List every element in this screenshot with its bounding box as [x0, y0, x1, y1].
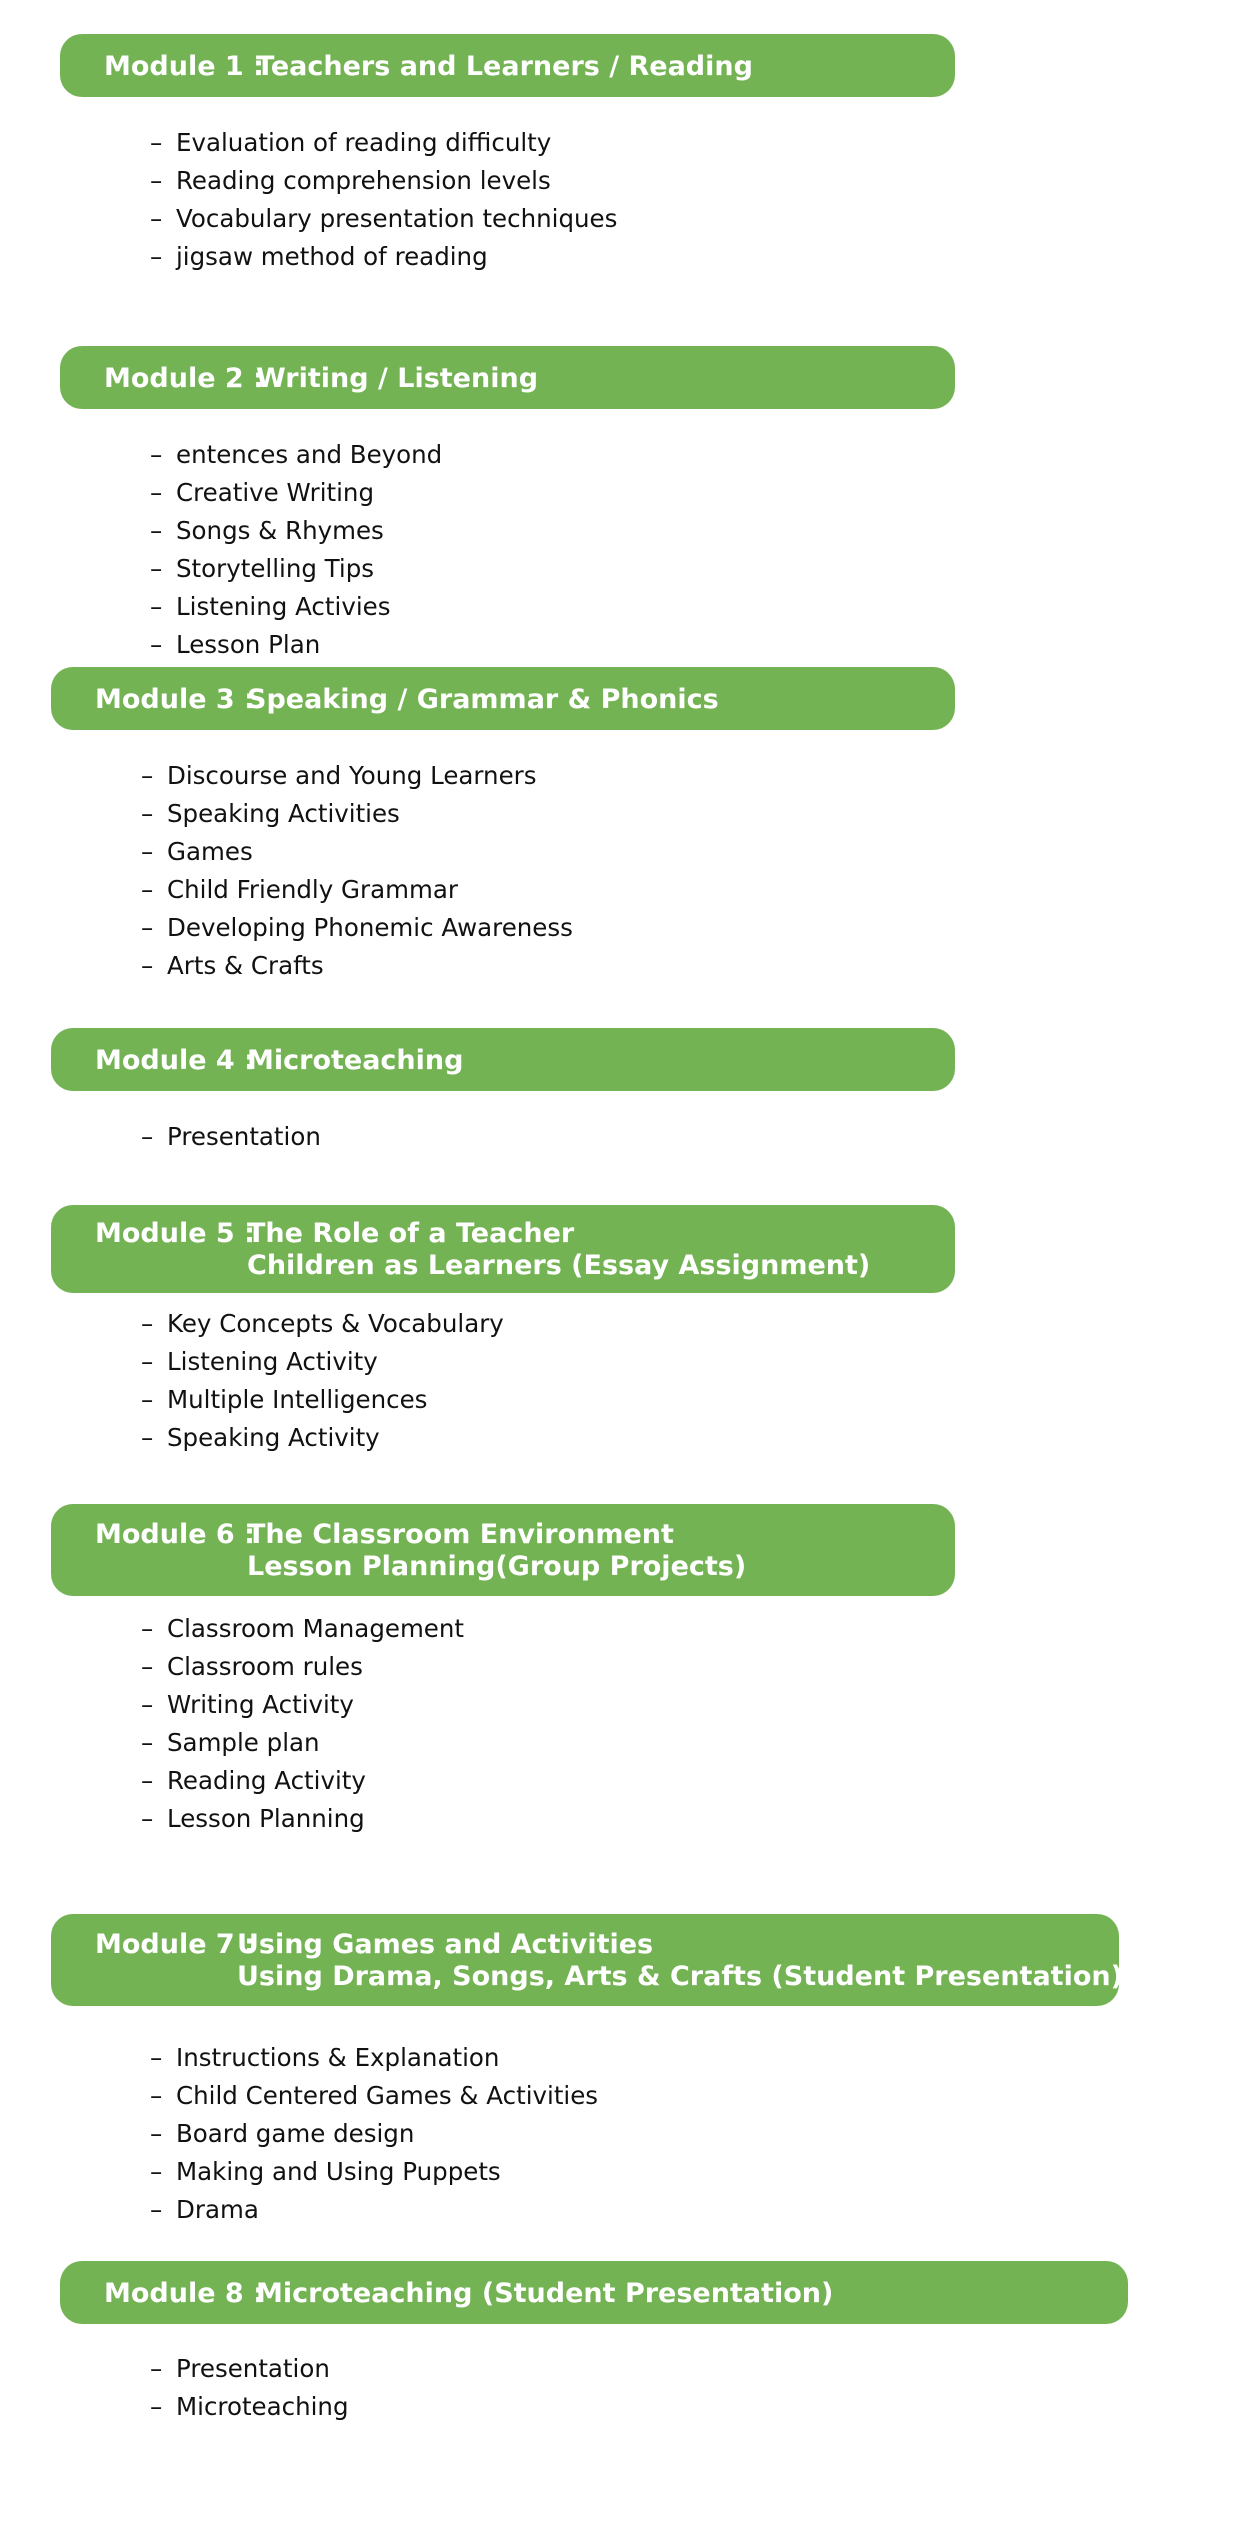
list-item	[141, 1724, 464, 1762]
module-5-title-line-1: The Role of a Teacher	[247, 1218, 575, 1249]
topic-text: Reading Activity	[167, 1766, 366, 1795]
dash-bullet: –	[150, 128, 163, 157]
module-5-topic-list	[141, 1305, 504, 1457]
topic-text: Reading comprehension levels	[176, 166, 551, 195]
topic-text: Speaking Activity	[167, 1423, 380, 1452]
dash-bullet: –	[141, 1614, 154, 1643]
module-2-topic-list	[150, 436, 442, 664]
dash-bullet: –	[150, 2119, 163, 2148]
list-item	[141, 1648, 464, 1686]
topic-text: Microteaching	[176, 2392, 349, 2421]
topic-text: Classroom Management	[167, 1614, 465, 1643]
topic-text: Vocabulary presentation techniques	[176, 204, 618, 233]
topic-text: Drama	[176, 2195, 259, 2224]
list-item	[150, 2077, 598, 2115]
module-6-number: Module 6 :	[95, 1519, 255, 1550]
module-7-topic-list	[150, 2039, 598, 2229]
topic-text: Evaluation of reading difficulty	[176, 128, 552, 157]
list-item	[141, 1381, 504, 1419]
dash-bullet: –	[150, 592, 163, 621]
list-item	[141, 1118, 321, 1156]
dash-bullet: –	[150, 478, 163, 507]
topic-text: Discourse and Young Learners	[167, 761, 537, 790]
dash-bullet: –	[141, 1309, 154, 1338]
list-item	[141, 1343, 504, 1381]
dash-bullet: –	[150, 2157, 163, 2186]
module-6-title-line-2: Lesson Planning(Group Projects)	[247, 1551, 747, 1582]
dash-bullet: –	[141, 1122, 154, 1151]
module-6-banner	[51, 1504, 955, 1596]
dash-bullet: –	[150, 2081, 163, 2110]
list-item	[141, 1762, 464, 1800]
list-item	[150, 200, 617, 238]
module-8-topic-list	[150, 2350, 349, 2426]
list-item	[150, 436, 442, 474]
topic-text: Making and Using Puppets	[176, 2157, 501, 2186]
module-3-number: Module 3 :	[95, 684, 255, 715]
list-item	[150, 474, 442, 512]
list-item	[150, 2153, 598, 2191]
dash-bullet: –	[141, 913, 154, 942]
dash-bullet: –	[150, 440, 163, 469]
list-item	[150, 162, 617, 200]
topic-text: Listening Activity	[167, 1347, 378, 1376]
list-item	[141, 947, 573, 985]
topic-text: Developing Phonemic Awareness	[167, 913, 573, 942]
module-8-number: Module 8 :	[104, 2278, 264, 2309]
dash-bullet: –	[150, 516, 163, 545]
list-item	[150, 2115, 598, 2153]
list-item	[141, 909, 573, 947]
module-6-title-line-1: The Classroom Environment	[247, 1519, 674, 1550]
list-item	[141, 1800, 464, 1838]
topic-text: Speaking Activities	[167, 799, 400, 828]
dash-bullet: –	[141, 875, 154, 904]
module-7-banner	[51, 1914, 1123, 2006]
module-2-banner	[60, 346, 955, 409]
module-1-banner	[60, 34, 955, 97]
dash-bullet: –	[150, 2195, 163, 2224]
module-7-title-line-2: Using Drama, Songs, Arts & Crafts (Student Presentation)	[237, 1961, 1123, 1992]
dash-bullet: –	[150, 204, 163, 233]
topic-text: Key Concepts & Vocabulary	[167, 1309, 504, 1338]
list-item	[150, 550, 442, 588]
list-item	[150, 2191, 598, 2229]
module-5-title-line-2: Children as Learners (Essay Assignment)	[247, 1250, 871, 1281]
topic-text: Presentation	[167, 1122, 321, 1151]
list-item	[150, 124, 617, 162]
topic-text: Lesson Planning	[167, 1804, 365, 1833]
topic-text: Multiple Intelligences	[167, 1385, 428, 1414]
module-3-title-line-1: Speaking / Grammar & Phonics	[247, 684, 719, 715]
module-5-number: Module 5 :	[95, 1218, 255, 1249]
dash-bullet: –	[150, 242, 163, 271]
dash-bullet: –	[141, 1804, 154, 1833]
dash-bullet: –	[150, 2392, 163, 2421]
list-item	[141, 1305, 504, 1343]
list-item	[141, 871, 573, 909]
dash-bullet: –	[141, 951, 154, 980]
list-item	[141, 1686, 464, 1724]
module-1-title-line-1: Teachers and Learners / Reading	[256, 51, 753, 82]
dash-bullet: –	[150, 2354, 163, 2383]
dash-bullet: –	[141, 1728, 154, 1757]
list-item	[141, 795, 573, 833]
dash-bullet: –	[141, 1347, 154, 1376]
module-8-title-line-1: Microteaching (Student Presentation)	[256, 2278, 834, 2309]
list-item	[141, 833, 573, 871]
dash-bullet: –	[150, 554, 163, 583]
topic-text: Classroom rules	[167, 1652, 363, 1681]
topic-text: Board game design	[176, 2119, 415, 2148]
dash-bullet: –	[141, 1423, 154, 1452]
dash-bullet: –	[141, 1385, 154, 1414]
topic-text: jigsaw method of reading	[176, 242, 488, 271]
list-item	[150, 2388, 349, 2426]
topic-text: Lesson Plan	[176, 630, 321, 659]
module-7-number: Module 7 :	[95, 1929, 255, 1960]
list-item	[150, 2039, 598, 2077]
dash-bullet: –	[150, 630, 163, 659]
topic-text: Storytelling Tips	[176, 554, 375, 583]
topic-text: Creative Writing	[176, 478, 374, 507]
module-4-banner	[51, 1028, 955, 1091]
module-4-topic-list	[141, 1118, 321, 1156]
dash-bullet: –	[141, 1690, 154, 1719]
list-item	[141, 1610, 464, 1648]
topic-text: Games	[167, 837, 253, 866]
module-4-title-line-1: Microteaching	[247, 1045, 464, 1076]
module-8-banner	[60, 2261, 1128, 2324]
module-1-topic-list	[150, 124, 617, 276]
topic-text: Instructions & Explanation	[176, 2043, 500, 2072]
dash-bullet: –	[141, 799, 154, 828]
dash-bullet: –	[150, 166, 163, 195]
module-7-title-line-1: Using Games and Activities	[237, 1929, 654, 1960]
list-item	[150, 2350, 349, 2388]
list-item	[150, 588, 442, 626]
list-item	[141, 1419, 504, 1457]
module-2-title-line-1: Writing / Listening	[256, 363, 539, 394]
module-5-banner	[51, 1205, 955, 1293]
module-3-topic-list	[141, 757, 573, 985]
dash-bullet: –	[141, 1652, 154, 1681]
topic-text: Presentation	[176, 2354, 330, 2383]
list-item	[150, 238, 617, 276]
dash-bullet: –	[150, 2043, 163, 2072]
topic-text: Listening Activies	[176, 592, 391, 621]
dash-bullet: –	[141, 837, 154, 866]
topic-text: Child Centered Games & Activities	[176, 2081, 599, 2110]
list-item	[141, 757, 573, 795]
topic-text: Songs & Rhymes	[176, 516, 384, 545]
dash-bullet: –	[141, 761, 154, 790]
module-3-banner	[51, 667, 955, 730]
topic-text: Writing Activity	[167, 1690, 354, 1719]
list-item	[150, 626, 442, 664]
topic-text: Sample plan	[167, 1728, 320, 1757]
topic-text: Arts & Crafts	[167, 951, 324, 980]
topic-text: Child Friendly Grammar	[167, 875, 458, 904]
module-4-number: Module 4 :	[95, 1045, 255, 1076]
topic-text: entences and Beyond	[176, 440, 443, 469]
dash-bullet: –	[141, 1766, 154, 1795]
module-2-number: Module 2 :	[104, 363, 264, 394]
list-item	[150, 512, 442, 550]
module-6-topic-list	[141, 1610, 464, 1838]
module-1-number: Module 1 :	[104, 51, 264, 82]
